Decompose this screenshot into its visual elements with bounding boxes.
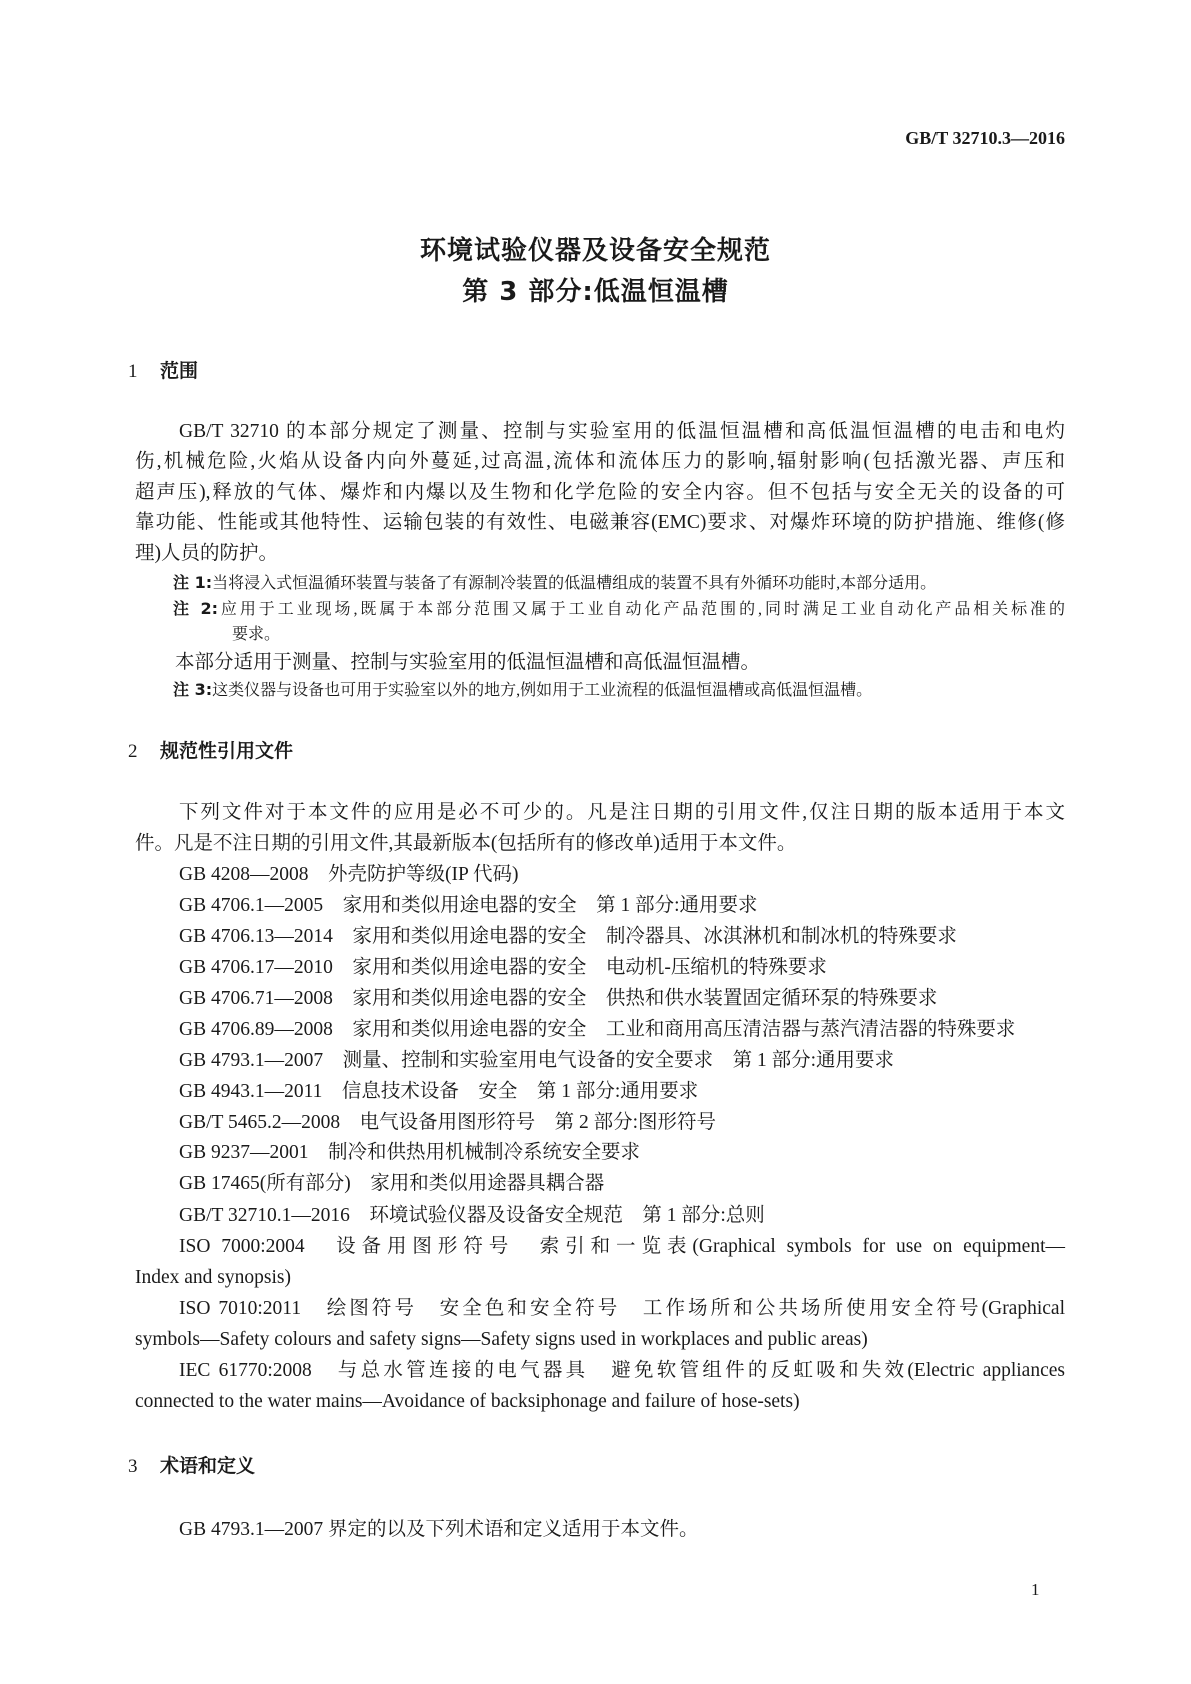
section-title: 范围: [160, 360, 199, 382]
page-number: 1: [1031, 1580, 1040, 1599]
document-subtitle: 第 3 部分:低温恒温槽: [462, 277, 729, 307]
paragraph-line: 下列文件对于本文件的应用是必不可少的。凡是注日期的引用文件,仅注日期的版本适用于本文: [179, 802, 1065, 823]
reference-item: GB 4943.1—2011 信息技术设备 安全 第 1 部分:通用要求: [179, 1081, 699, 1102]
note-2: [173, 599, 1065, 620]
reference-item-continuation: symbols—Safety colours and safety signs—Safety signs used in workplaces and public areas): [135, 1329, 868, 1350]
document-title: 环境试验仪器及设备安全规范: [419, 236, 771, 266]
section-title: 术语和定义: [160, 1455, 256, 1477]
reference-item: GB 4208—2008 外壳防护等级(IP 代码): [179, 864, 519, 885]
reference-item: GB 4706.71—2008 家用和类似用途电器的安全 供热和供水装置固定循环泵的特殊要求: [179, 988, 938, 1009]
reference-item: GB/T 5465.2—2008 电气设备用图形符号 第 2 部分:图形符号: [179, 1112, 716, 1133]
note-3: [173, 680, 1065, 701]
standard-number: GB/T 32710.3—2016: [905, 128, 1065, 148]
reference-item: ISO 7010:2011 绘图符号 安全色和安全符号 工作场所和公共场所使用安全符号(Graphical: [179, 1298, 1065, 1319]
section-number: 2: [128, 741, 138, 762]
note-2-continuation: 要求。: [232, 626, 281, 643]
section-number: 1: [128, 361, 138, 382]
note-text: 应用于工业现场,既属于本部分范围又属于工业自动化产品范围的,同时满足工业自动化产品相关标准的: [217, 601, 1065, 618]
reference-item: IEC 61770:2008 与总水管连接的电气器具 避免软管组件的反虹吸和失效(Electric appliances: [179, 1360, 1065, 1381]
reference-item: ISO 7000:2004 设备用图形符号 索引和一览表(Graphical symbols for use on equipment—: [179, 1236, 1065, 1257]
reference-item: GB 9237—2001 制冷和供热用机械制冷系统安全要求: [179, 1142, 640, 1163]
paragraph-line: 靠功能、性能或其他特性、运输包装的有效性、电磁兼容(EMC)要求、对爆炸环境的防护措施、维修(修: [135, 512, 1065, 533]
reference-item: GB 4793.1—2007 测量、控制和实验室用电气设备的安全要求 第 1 部分:通用要求: [179, 1050, 895, 1071]
paragraph-line: 伤,机械危险,火焰从设备内向外蔓延,过高温,流体和流体压力的影响,辐射影响(包括激光器、声压和: [135, 451, 1065, 472]
section-2-heading: [128, 736, 293, 763]
section-number: 3: [128, 1456, 138, 1477]
note-1: [173, 573, 1065, 594]
reference-item: GB/T 32710.1—2016 环境试验仪器及设备安全规范 第 1 部分:总则: [179, 1205, 765, 1226]
paragraph: 本部分适用于测量、控制与实验室用的低温恒温槽和高低温恒温槽。: [175, 652, 761, 673]
note-label: 注 2:: [173, 599, 218, 618]
paragraph-line: GB/T 32710 的本部分规定了测量、控制与实验室用的低温恒温槽和高低温恒温槽的电击和电灼: [179, 421, 1065, 442]
paragraph-line: 理)人员的防护。: [135, 543, 278, 564]
reference-item: GB 17465(所有部分) 家用和类似用途器具耦合器: [179, 1173, 605, 1194]
reference-item-continuation: Index and synopsis): [135, 1267, 291, 1288]
section-title: 规范性引用文件: [160, 740, 294, 762]
note-label: 注 3:: [173, 680, 213, 699]
reference-item: GB 4706.17—2010 家用和类似用途电器的安全 电动机-压缩机的特殊要求: [179, 957, 827, 978]
section-1-heading: [128, 356, 198, 383]
paragraph: GB 4793.1—2007 界定的以及下列术语和定义适用于本文件。: [179, 1519, 699, 1540]
note-text: 这类仪器与设备也可用于实验室以外的地方,例如用于工业流程的低温恒温槽或高低温恒温槽。: [212, 682, 873, 699]
reference-item: GB 4706.13—2014 家用和类似用途电器的安全 制冷器具、冰淇淋机和制冰机的特殊要求: [179, 926, 957, 947]
paragraph-line: 超声压),释放的气体、爆炸和内爆以及生物和化学危险的安全内容。但不包括与安全无关的设备的可: [135, 482, 1065, 503]
note-label: 注 1:: [173, 573, 213, 592]
note-text: 当将浸入式恒温循环装置与装备了有源制冷装置的低温槽组成的装置不具有外循环功能时,本部分适用。: [212, 575, 937, 592]
paragraph-line: 件。凡是不注日期的引用文件,其最新版本(包括所有的修改单)适用于本文件。: [135, 833, 797, 854]
reference-item: GB 4706.1—2005 家用和类似用途电器的安全 第 1 部分:通用要求: [179, 895, 758, 916]
reference-item: GB 4706.89—2008 家用和类似用途电器的安全 工业和商用高压清洁器与蒸汽清洁器的特殊要求: [179, 1019, 1016, 1040]
reference-item-continuation: connected to the water mains—Avoidance of backsiphonage and failure of hose-sets): [135, 1391, 800, 1412]
section-3-heading: [128, 1451, 255, 1478]
